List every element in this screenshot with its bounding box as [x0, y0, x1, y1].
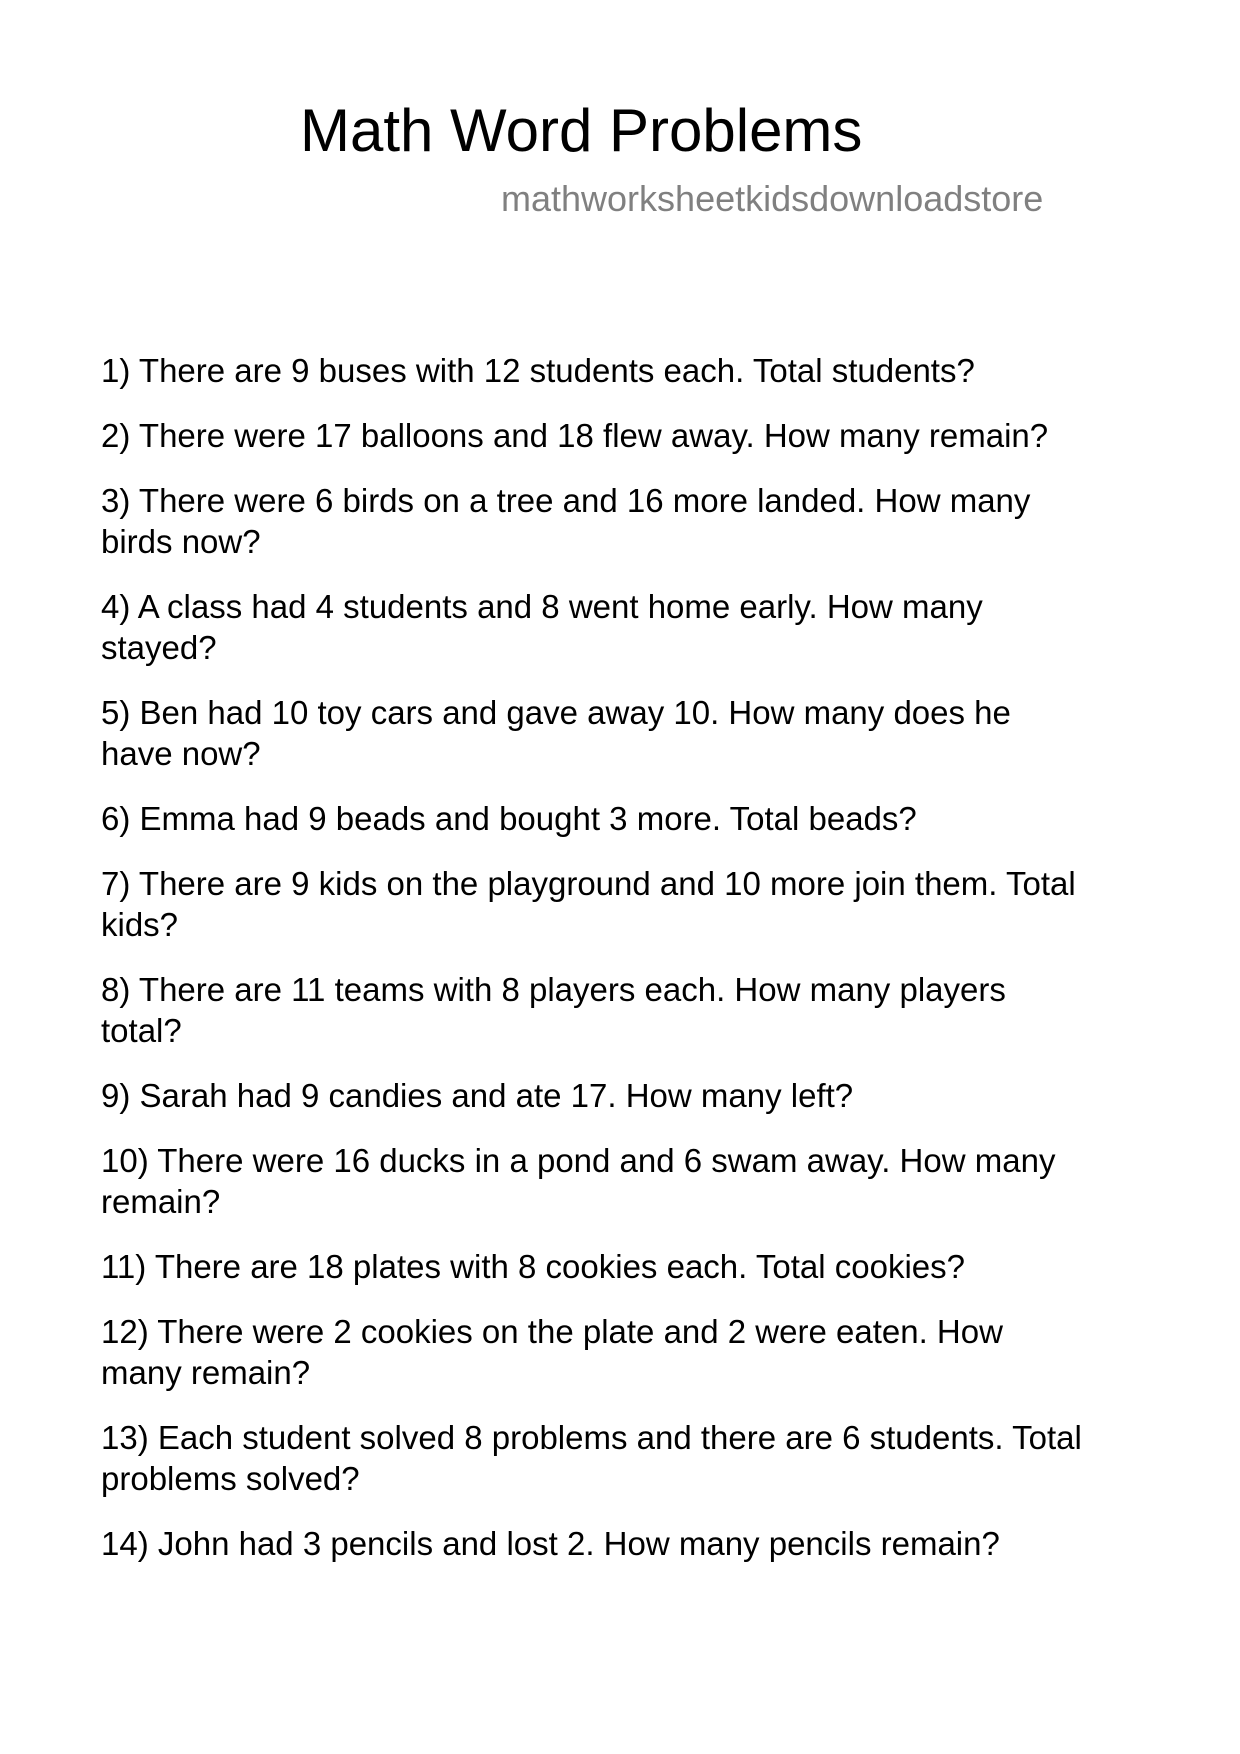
problem-text-continued: many remain? — [101, 1354, 311, 1391]
problem-text-continued: have now? — [101, 735, 261, 772]
problem-item-14 — [101, 1523, 1161, 1564]
problem-text-continued: problems solved? — [101, 1460, 360, 1497]
problem-text: 6) Emma had 9 beads and bought 3 more. Total beads? — [101, 800, 917, 837]
problem-text-continued: remain? — [101, 1183, 221, 1220]
problem-text: 3) There were 6 birds on a tree and 16 more landed. How many — [101, 482, 1031, 519]
problem-text: 2) There were 17 balloons and 18 flew away. How many remain? — [101, 417, 1049, 454]
problem-text: 5) Ben had 10 toy cars and gave away 10. How many does he — [101, 694, 1011, 731]
problem-text-continued: kids? — [101, 906, 179, 943]
problem-text: 13) Each student solved 8 problems and there are 6 students. Total — [101, 1419, 1082, 1456]
problem-list — [101, 350, 1161, 1588]
problem-item-1 — [101, 350, 1161, 391]
problem-item-4 — [101, 586, 1161, 668]
problem-text: 9) Sarah had 9 candies and ate 17. How many left? — [101, 1077, 854, 1114]
problem-item-10 — [101, 1140, 1161, 1222]
problem-text: 1) There are 9 buses with 12 students each. Total students? — [101, 352, 975, 389]
problem-item-5 — [101, 692, 1161, 774]
problem-item-13 — [101, 1417, 1161, 1499]
problem-text: 7) There are 9 kids on the playground and 10 more join them. Total — [101, 865, 1076, 902]
problem-text: 14) John had 3 pencils and lost 2. How many pencils remain? — [101, 1525, 1000, 1562]
problem-item-9 — [101, 1075, 1161, 1116]
problem-text-continued: birds now? — [101, 523, 261, 560]
problem-text: 10) There were 16 ducks in a pond and 6 swam away. How many — [101, 1142, 1056, 1179]
problem-text: 8) There are 11 teams with 8 players each. How many players — [101, 971, 1006, 1008]
problem-item-7 — [101, 863, 1161, 945]
problem-text: 4) A class had 4 students and 8 went home early. How many — [101, 588, 983, 625]
problem-item-11 — [101, 1246, 1161, 1287]
problem-item-3 — [101, 480, 1161, 562]
problem-item-6 — [101, 798, 1161, 839]
page-subtitle: mathworksheetkidsdownloadstore — [501, 178, 1044, 219]
problem-item-2 — [101, 415, 1161, 456]
problem-text-continued: stayed? — [101, 629, 217, 666]
page-title: Math Word Problems — [300, 97, 863, 164]
problem-item-12 — [101, 1311, 1161, 1393]
problem-text: 12) There were 2 cookies on the plate and 2 were eaten. How — [101, 1313, 1003, 1350]
problem-text-continued: total? — [101, 1012, 182, 1049]
problem-text: 11) There are 18 plates with 8 cookies each. Total cookies? — [101, 1248, 966, 1285]
problem-item-8 — [101, 969, 1161, 1051]
